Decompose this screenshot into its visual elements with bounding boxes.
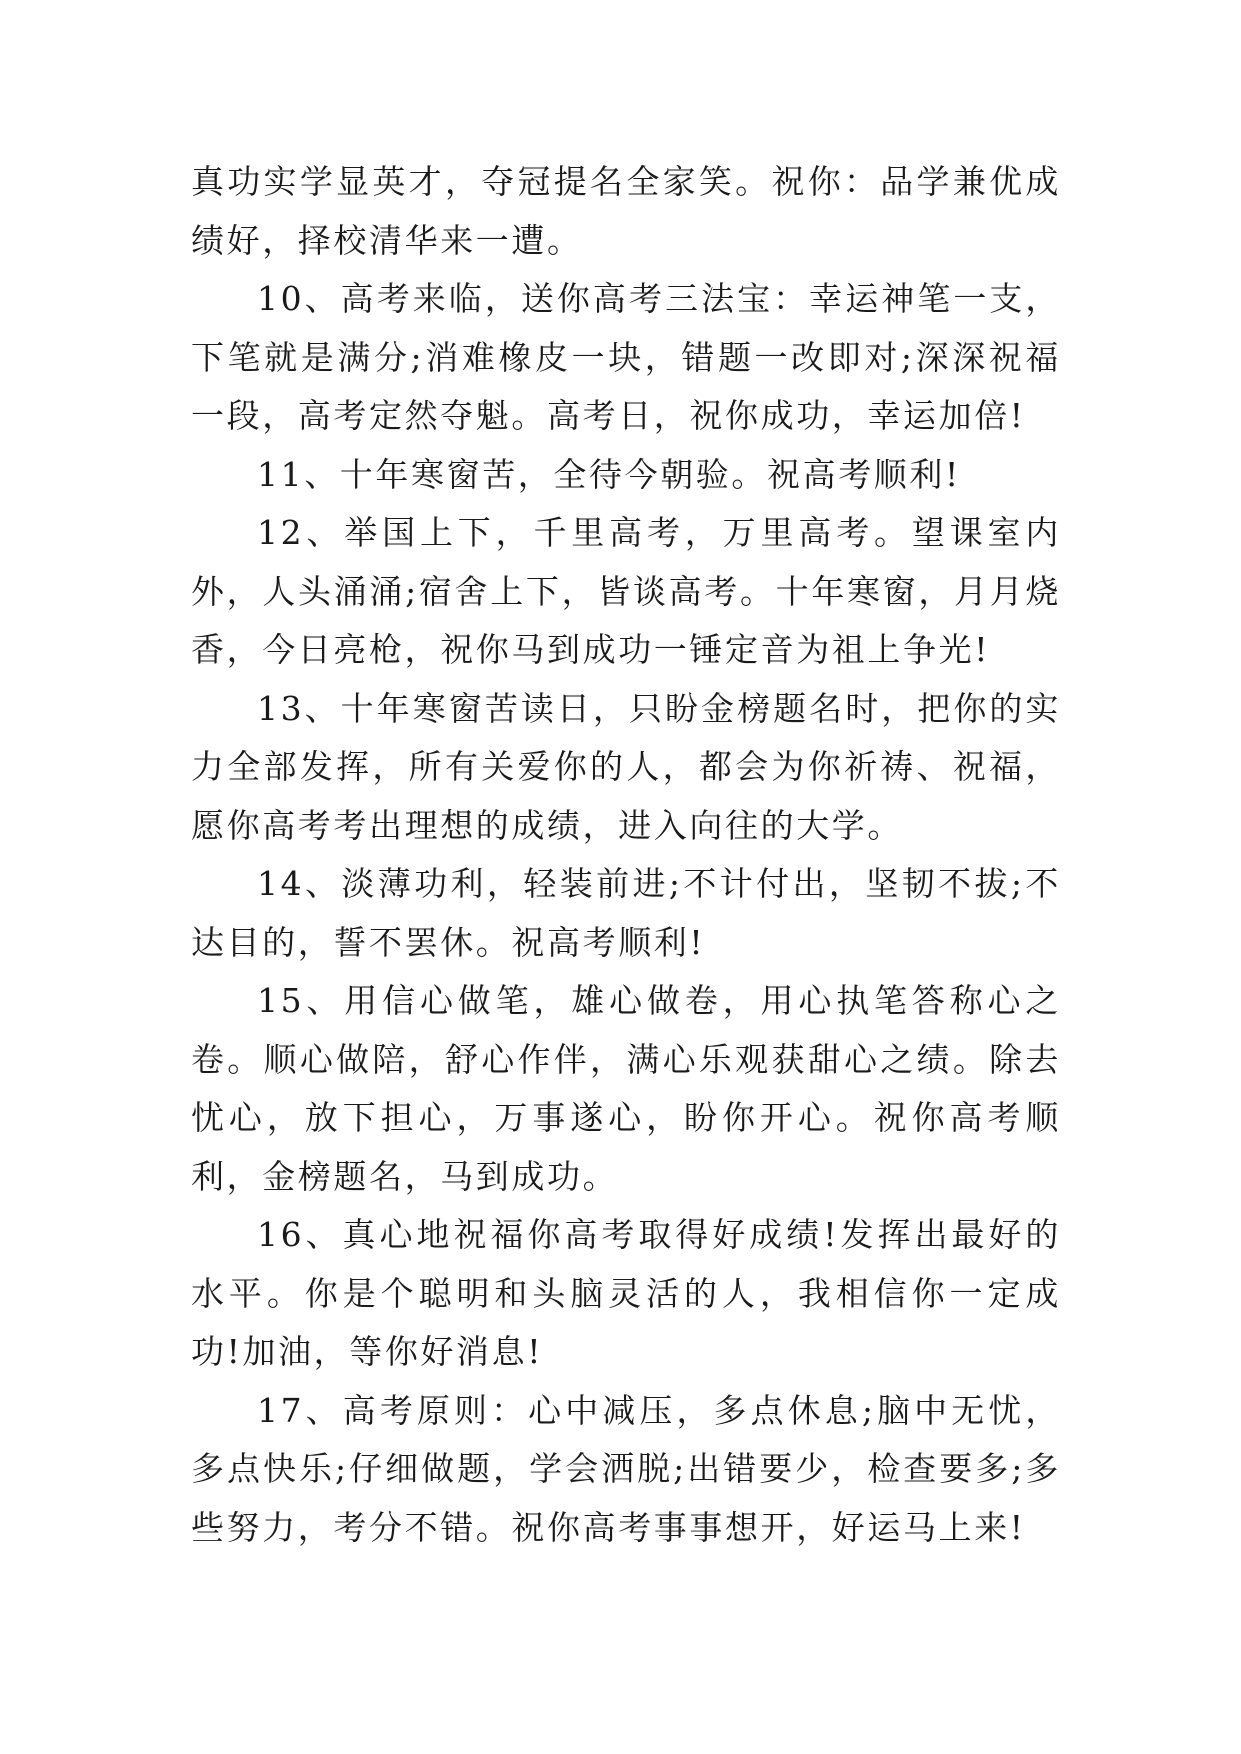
- paragraph-item-15: 15、用信心做笔，雄心做卷，用心执笔答称心之卷。顺心做陪，舒心作伴，满心乐观获甜心之绩。除去忧心，放下担心，万事遂心，盼你开心。祝你高考顺利，金榜题名，马到成功。: [191, 981, 1061, 1196]
- paragraph-continuation: 真功实学显英才，夺冠提名全家笑。祝你：品学兼优成绩好，择校清华来一遭。: [191, 162, 1061, 260]
- paragraph-item-17: 17、高考原则：心中减压，多点休息;脑中无忧，多点快乐;仔细做题，学会洒脱;出错要少，检查要多;多些努力，考分不错。祝你高考事事想开，好运马上来!: [191, 1390, 1061, 1547]
- paragraph-item-16: 16、真心地祝福你高考取得好成绩!发挥出最好的水平。你是个聪明和头脑灵活的人，我相信你一定成功!加油，等你好消息!: [191, 1215, 1061, 1371]
- paragraph-item-14: 14、淡薄功利，轻装前进;不计付出，坚韧不拔;不达目的，誓不罢休。祝高考顺利!: [191, 864, 1061, 962]
- paragraph-item-12: 12、举国上下，千里高考，万里高考。望课室内外，人头涌涌;宿舍上下，皆谈高考。十年寒窗，月月烧香，今日亮枪，祝你马到成功一锤定音为祖上争光!: [191, 513, 1061, 669]
- paragraph-item-13: 13、十年寒窗苦读日，只盼金榜题名时，把你的实力全部发挥，所有关爱你的人，都会为你祈祷、祝福，愿你高考考出理想的成绩，进入向往的大学。: [191, 688, 1061, 845]
- paragraph-item-11: 11、十年寒窗苦，全待今朝验。祝高考顺利!: [257, 454, 961, 494]
- paragraph-item-10: 10、高考来临，送你高考三法宝：幸运神笔一支，下笔就是满分;消难橡皮一块，错题一改即对;深深祝福一段，高考定然夺魁。高考日，祝你成功，幸运加倍!: [191, 279, 1061, 435]
- document-body: [191, 153, 1061, 1557]
